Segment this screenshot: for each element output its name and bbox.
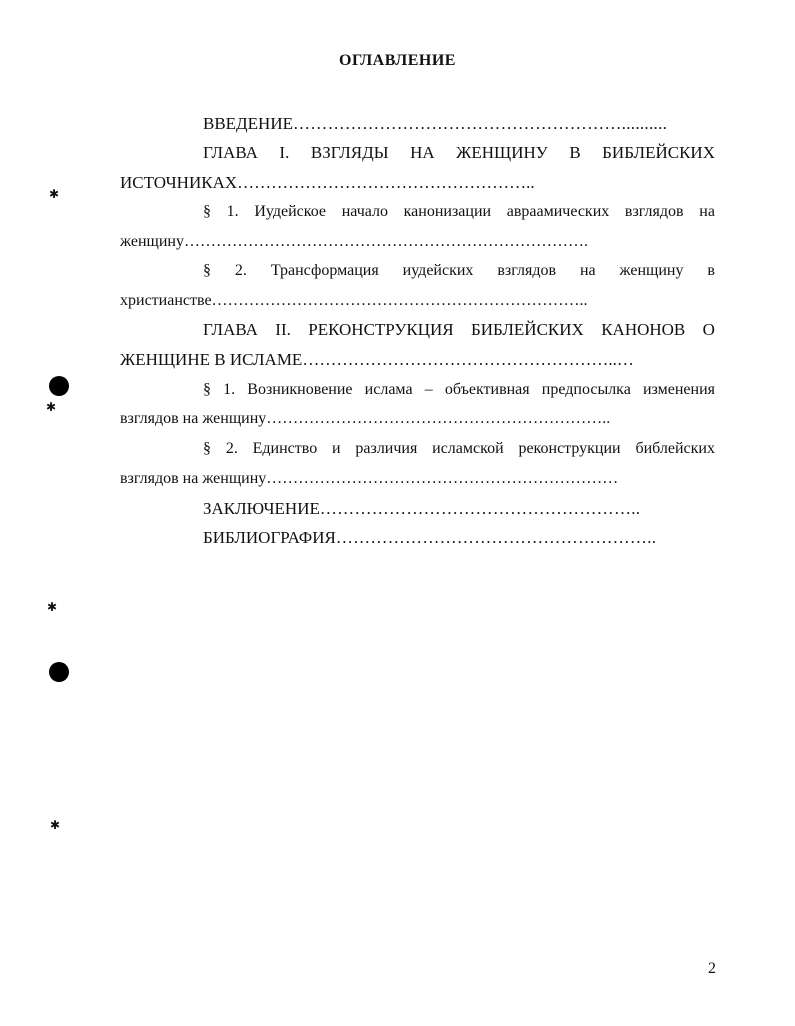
toc-word: Трансформация [270,262,379,279]
page-title: ОГЛАВЛЕНИЕ [339,52,456,69]
toc-word: авраамических [506,203,610,220]
toc-word: § [203,203,211,220]
toc-ch1-section2-line2: христианстве…………………………………………………………….. [120,292,588,309]
toc-word: НА [410,143,435,162]
toc-word: и [332,440,341,457]
toc-word: на [579,262,596,279]
scan-speck-mark: ✱ [47,600,58,614]
toc-word: библейских [635,440,715,457]
toc-word: 2. [234,262,247,279]
toc-ch2-section2-line2: взглядов на женщину………………………………………………………… [120,470,619,487]
toc-word: § [203,381,211,398]
toc-word: I. [279,143,290,162]
toc-entry-ch1-section1[interactable] [203,202,715,222]
toc-word: Иудейское [254,203,327,220]
toc-word: 1. [226,203,239,220]
toc-word: женщину [619,262,684,279]
toc-word: ислама [364,381,413,398]
toc-entry-conclusion[interactable] [203,499,640,519]
toc-entry-chapter1[interactable] [203,143,715,163]
toc-bibliography-dots: ……………………………………………….. [335,528,657,547]
scan-speck-mark: ✱ [49,187,60,201]
toc-word: II. [275,320,291,339]
toc-word: О [702,320,715,339]
toc-word: начало [341,203,388,220]
toc-entry-ch2-section1[interactable] [203,380,715,400]
toc-entry-chapter2[interactable] [203,320,715,340]
toc-word: на [699,203,715,220]
toc-word: – [424,381,433,398]
toc-word: взглядов [497,262,557,279]
toc-word: РЕКОНСТРУКЦИЯ [308,320,454,339]
toc-word: ВЗГЛЯДЫ [310,143,389,162]
toc-word: 2. [225,440,238,457]
toc-word: исламской [432,440,504,457]
toc-word: предпосылка [541,381,631,398]
scan-speck-mark: ✱ [50,818,61,832]
toc-chapter1-line2: ИСТОЧНИКАХ…………………………………………….. [120,173,535,192]
toc-ch2-section1-line2: взглядов на женщину……………………………………………………….. [120,410,611,427]
toc-word: БИБЛЕЙСКИХ [471,320,584,339]
toc-ch1-section1-line2: женщину…………………………………………………………………. [120,233,588,250]
scan-speck-mark: ✱ [46,400,57,414]
toc-bibliography-label: БИБЛИОГРАФИЯ [203,528,336,547]
toc-word: В [569,143,581,162]
toc-word: ГЛАВА [203,320,258,339]
toc-entry-bibliography[interactable] [203,528,656,548]
toc-entry-ch2-section2[interactable] [203,439,715,459]
toc-word: § [203,440,211,457]
toc-chapter2-line2: ЖЕНЩИНЕ В ИСЛАМЕ………………………………………………..… [120,350,634,369]
punch-hole-mark [49,662,69,682]
toc-word: БИБЛЕЙСКИХ [602,143,715,162]
toc-word: взглядов [624,203,684,220]
toc-word: 1. [223,381,236,398]
toc-word: иудейских [402,262,474,279]
toc-word: различия [355,440,418,457]
page-number: 2 [708,960,716,977]
toc-word: КАНОНОВ [601,320,686,339]
toc-word: ГЛАВА [203,143,258,162]
toc-intro-label: ВВЕДЕНИЕ [203,114,293,133]
toc-word: Возникновение [247,381,353,398]
toc-conclusion-label: ЗАКЛЮЧЕНИЕ [203,499,320,518]
toc-entry-ch1-section2[interactable] [203,261,715,281]
toc-word: объективная [444,381,530,398]
toc-word: в [707,262,715,279]
toc-word: ЖЕНЩИНУ [456,143,548,162]
toc-word: изменения [642,381,715,398]
toc-conclusion-dots: ……………………………………………….. [319,499,641,518]
toc-word: канонизации [403,203,492,220]
toc-intro-dots: ………………………………………………….......... [292,114,668,133]
punch-hole-mark [49,376,69,396]
toc-word: реконструкции [518,440,621,457]
toc-word: § [203,262,211,279]
toc-word: Единство [252,440,318,457]
toc-entry-intro[interactable] [203,114,667,134]
